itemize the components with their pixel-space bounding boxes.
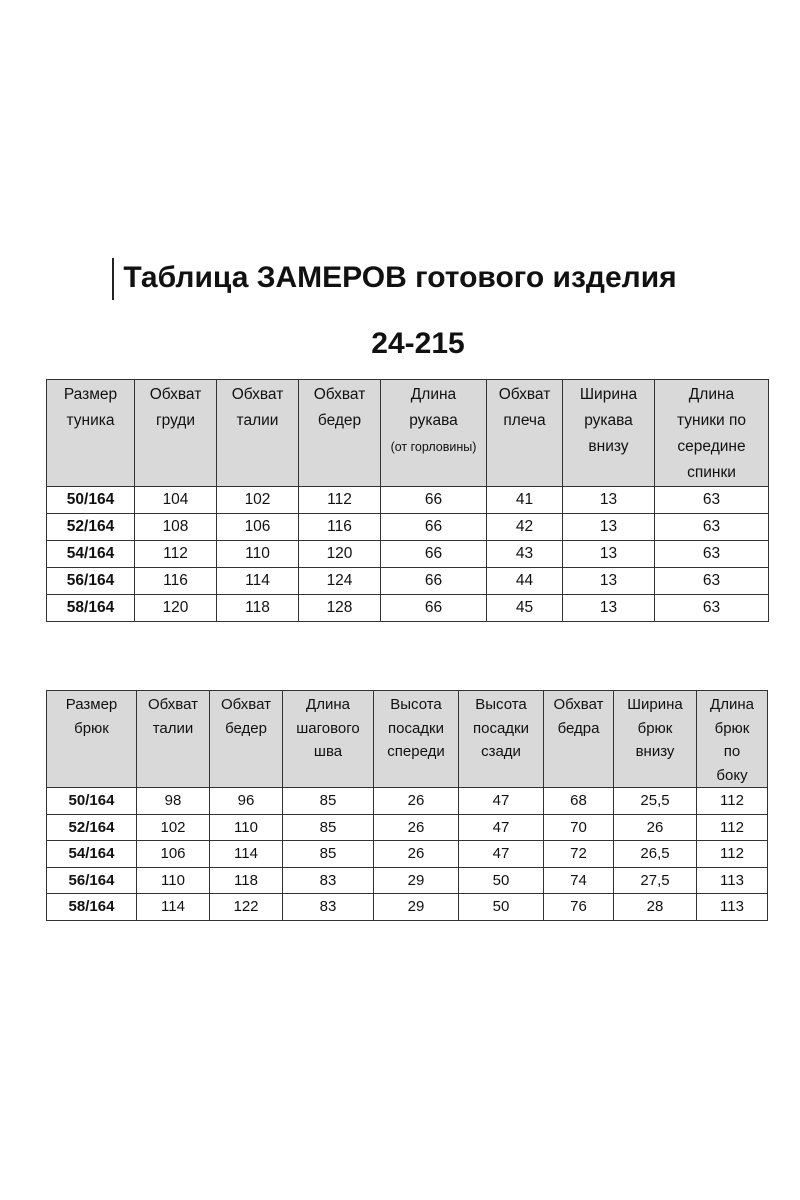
header-line: внизу <box>635 743 675 760</box>
value-cell: 98 <box>137 788 210 815</box>
value-cell: 66 <box>381 541 487 568</box>
header-line: Обхват <box>221 696 271 713</box>
header-line: шва <box>313 743 343 760</box>
value-cell: 74 <box>544 867 614 894</box>
trousers-header-cell <box>459 691 544 788</box>
value-cell: 66 <box>381 514 487 541</box>
table-row <box>47 568 769 595</box>
header-line: Длина <box>306 696 350 713</box>
value-cell: 114 <box>217 568 299 595</box>
tunic-header-cell <box>47 380 135 487</box>
value-cell: 13 <box>563 487 655 514</box>
size-cell: 58/164 <box>47 595 135 622</box>
trousers-header-cell <box>374 691 459 788</box>
value-cell: 29 <box>374 894 459 921</box>
tunic-measurements-table <box>46 379 769 622</box>
trousers-header-cell <box>544 691 614 788</box>
value-cell: 45 <box>487 595 563 622</box>
header-line: середине <box>677 438 746 455</box>
value-cell: 120 <box>135 595 217 622</box>
tunic-header-cell <box>487 380 563 487</box>
header-line: бедер <box>225 719 267 737</box>
value-cell: 112 <box>135 541 217 568</box>
value-cell: 120 <box>299 541 381 568</box>
value-cell: 110 <box>210 814 283 841</box>
size-cell: 50/164 <box>47 788 137 815</box>
value-cell: 26,5 <box>614 841 697 868</box>
value-cell: 63 <box>655 514 769 541</box>
page-title: Таблица ЗАМЕРОВ готового изделия <box>123 261 677 294</box>
value-cell: 63 <box>655 541 769 568</box>
header-line: внизу <box>588 438 629 455</box>
value-cell: 122 <box>210 894 283 921</box>
value-cell: 110 <box>217 541 299 568</box>
value-cell: 66 <box>381 595 487 622</box>
value-cell: 112 <box>697 841 768 868</box>
table-row <box>47 514 769 541</box>
header-line: по <box>723 743 741 760</box>
header-line: туника <box>66 412 115 429</box>
header-line: Ширина <box>579 386 638 403</box>
value-cell: 13 <box>563 595 655 622</box>
header-line: талии <box>236 412 279 429</box>
trousers-header-cell <box>210 691 283 788</box>
table-row <box>47 487 769 514</box>
value-cell: 116 <box>299 514 381 541</box>
tunic-header-cell <box>217 380 299 487</box>
header-line: спереди <box>387 743 445 760</box>
header-line: (от горловины) <box>390 440 477 454</box>
header-line: Обхват <box>313 386 366 403</box>
value-cell: 70 <box>544 814 614 841</box>
value-cell: 13 <box>563 541 655 568</box>
value-cell: 108 <box>135 514 217 541</box>
value-cell: 72 <box>544 841 614 868</box>
header-line: туники по <box>676 412 746 429</box>
header-line: шагового <box>296 719 360 737</box>
value-cell: 63 <box>655 568 769 595</box>
tunic-header-cell <box>299 380 381 487</box>
value-cell: 112 <box>299 487 381 514</box>
value-cell: 42 <box>487 514 563 541</box>
size-cell: 56/164 <box>47 867 137 894</box>
value-cell: 114 <box>210 841 283 868</box>
value-cell: 13 <box>563 514 655 541</box>
value-cell: 85 <box>283 841 374 868</box>
value-cell: 29 <box>374 867 459 894</box>
trousers-header-cell <box>697 691 768 788</box>
value-cell: 116 <box>135 568 217 595</box>
size-cell: 52/164 <box>47 814 137 841</box>
value-cell: 85 <box>283 788 374 815</box>
header-line: рукава <box>409 412 458 429</box>
value-cell: 43 <box>487 541 563 568</box>
trousers-measurements-table <box>46 690 768 921</box>
trousers-header-cell <box>283 691 374 788</box>
size-cell: 50/164 <box>47 487 135 514</box>
value-cell: 118 <box>210 867 283 894</box>
header-line: рукава <box>584 412 633 429</box>
table-row <box>47 595 769 622</box>
value-cell: 50 <box>459 894 544 921</box>
table-row <box>47 541 769 568</box>
header-line: брюк <box>714 719 750 737</box>
header-line: Обхват <box>498 386 551 403</box>
value-cell: 85 <box>283 814 374 841</box>
value-cell: 114 <box>137 894 210 921</box>
value-cell: 128 <box>299 595 381 622</box>
trousers-header-cell <box>614 691 697 788</box>
value-cell: 63 <box>655 487 769 514</box>
header-line: Обхват <box>149 386 202 403</box>
value-cell: 66 <box>381 487 487 514</box>
trousers-header-cell <box>137 691 210 788</box>
value-cell: 26 <box>374 841 459 868</box>
value-cell: 110 <box>137 867 210 894</box>
size-cell: 54/164 <box>47 841 137 868</box>
size-cell: 54/164 <box>47 541 135 568</box>
table-row <box>47 894 768 921</box>
header-line: бедер <box>317 412 362 429</box>
header-line: груди <box>155 412 196 429</box>
value-cell: 27,5 <box>614 867 697 894</box>
value-cell: 63 <box>655 595 769 622</box>
table-row <box>47 841 768 868</box>
value-cell: 113 <box>697 894 768 921</box>
header-line: талии <box>152 719 194 737</box>
tunic-header-cell <box>381 380 487 487</box>
value-cell: 83 <box>283 867 374 894</box>
header-line: Обхват <box>231 386 284 403</box>
value-cell: 13 <box>563 568 655 595</box>
value-cell: 112 <box>697 788 768 815</box>
header-line: Длина <box>688 386 735 403</box>
header-line: сзади <box>481 743 521 760</box>
header-line: Размер <box>65 696 118 713</box>
value-cell: 44 <box>487 568 563 595</box>
value-cell: 41 <box>487 487 563 514</box>
value-cell: 47 <box>459 814 544 841</box>
tunic-header-cell <box>655 380 769 487</box>
value-cell: 96 <box>210 788 283 815</box>
value-cell: 50 <box>459 867 544 894</box>
header-line: Размер <box>63 386 118 403</box>
size-cell: 58/164 <box>47 894 137 921</box>
value-cell: 47 <box>459 841 544 868</box>
value-cell: 124 <box>299 568 381 595</box>
value-cell: 47 <box>459 788 544 815</box>
header-line: посадки <box>387 719 444 737</box>
value-cell: 106 <box>217 514 299 541</box>
value-cell: 113 <box>697 867 768 894</box>
header-line: спинки <box>687 464 736 481</box>
trousers-header-cell <box>47 691 137 788</box>
value-cell: 112 <box>697 814 768 841</box>
header-line: Ширина <box>627 696 683 713</box>
header-line: Высота <box>390 696 442 713</box>
value-cell: 25,5 <box>614 788 697 815</box>
trousers-header-row <box>47 691 768 788</box>
header-line: бедра <box>557 719 600 737</box>
size-cell: 56/164 <box>47 568 135 595</box>
value-cell: 104 <box>135 487 217 514</box>
value-cell: 102 <box>137 814 210 841</box>
header-line: Обхват <box>148 696 198 713</box>
tunic-header-row <box>47 380 769 487</box>
header-line: Высота <box>475 696 527 713</box>
value-cell: 26 <box>374 788 459 815</box>
value-cell: 26 <box>614 814 697 841</box>
tunic-header-cell <box>563 380 655 487</box>
header-line: плеча <box>503 412 546 429</box>
header-line: брюк <box>637 719 673 737</box>
header-line: Обхват <box>553 696 604 713</box>
value-cell: 76 <box>544 894 614 921</box>
header-line: Длина <box>410 386 457 403</box>
table-row <box>47 788 768 815</box>
value-cell: 102 <box>217 487 299 514</box>
value-cell: 66 <box>381 568 487 595</box>
header-line: посадки <box>472 719 529 737</box>
article-number: 24-215 <box>371 327 465 360</box>
table-row <box>47 814 768 841</box>
value-cell: 118 <box>217 595 299 622</box>
tunic-header-cell <box>135 380 217 487</box>
value-cell: 68 <box>544 788 614 815</box>
header-line: брюк <box>74 719 109 737</box>
value-cell: 106 <box>137 841 210 868</box>
size-cell: 52/164 <box>47 514 135 541</box>
value-cell: 26 <box>374 814 459 841</box>
header-line: боку <box>716 766 748 784</box>
header-line: Длина <box>710 696 754 713</box>
value-cell: 83 <box>283 894 374 921</box>
table-row <box>47 867 768 894</box>
value-cell: 28 <box>614 894 697 921</box>
